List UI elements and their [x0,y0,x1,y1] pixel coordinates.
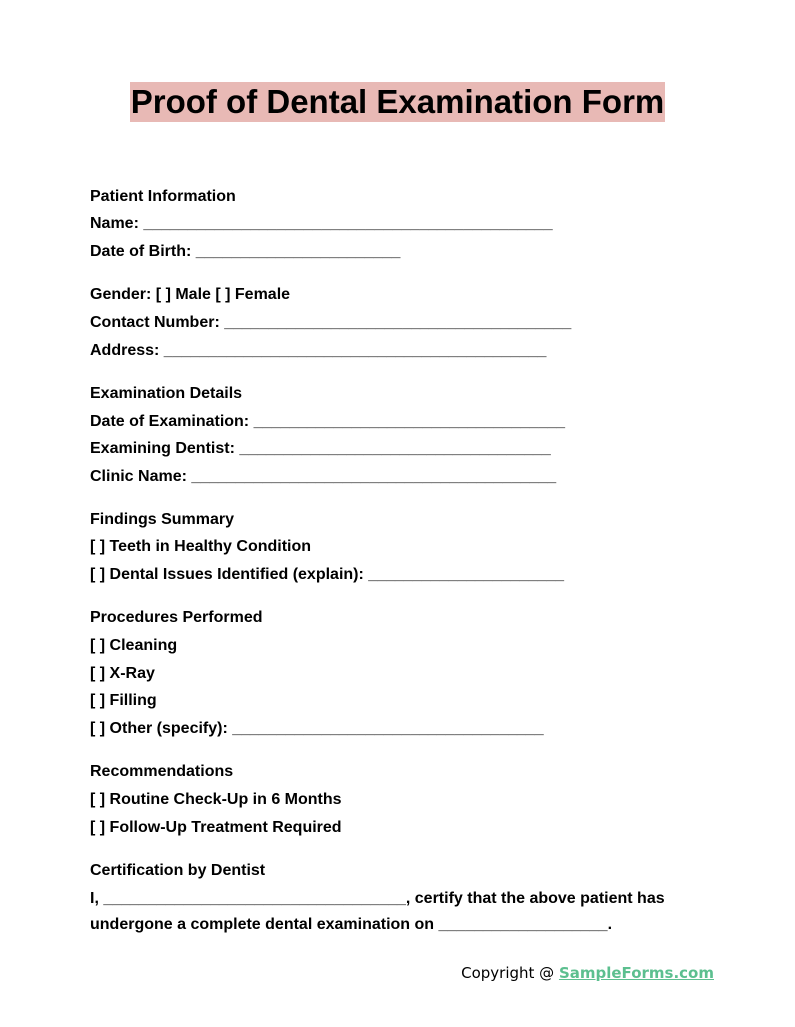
exam-details-heading: Examination Details [90,385,243,402]
checkup-checkbox[interactable]: [ ] Routine Check-Up in 6 Months [90,791,342,808]
gender-field[interactable]: Gender: [ ] Male [ ] Female [90,286,291,303]
findings-heading: Findings Summary [90,511,235,528]
sampleforms-link[interactable]: SampleForms.com [558,964,714,982]
clinic-name-field[interactable]: Clinic Name: _________________________________________ [90,468,557,485]
footer-copyright [461,964,714,982]
procedures-heading: Procedures Performed [90,609,263,626]
certification-statement-line1[interactable]: I, __________________________________, certify that the above patient has [90,890,665,907]
issues-checkbox[interactable]: [ ] Dental Issues Identified (explain): ______________________ [90,566,565,583]
followup-checkbox[interactable]: [ ] Follow-Up Treatment Required [90,819,342,836]
filling-checkbox[interactable]: [ ] Filling [90,692,157,709]
other-checkbox[interactable]: [ ] Other (specify): ___________________________________ [90,720,544,737]
patient-info-heading: Patient Information [90,188,236,205]
page-title: Proof of Dental Examination Form [130,83,665,120]
cleaning-checkbox[interactable]: [ ] Cleaning [90,637,178,654]
copyright-text: Copyright @ [461,964,559,982]
address-field[interactable]: Address: ___________________________________________ [90,342,547,359]
exam-date-field[interactable]: Date of Examination: ___________________________________ [90,413,566,430]
xray-checkbox[interactable]: [ ] X-Ray [90,665,155,682]
examining-dentist-field[interactable]: Examining Dentist: ___________________________________ [90,440,551,457]
certification-heading: Certification by Dentist [90,862,266,879]
healthy-checkbox[interactable]: [ ] Teeth in Healthy Condition [90,538,312,555]
recommendations-heading: Recommendations [90,763,234,780]
name-field[interactable]: Name: ______________________________________________ [90,215,553,232]
certification-statement-line2[interactable]: undergone a complete dental examination on ___________________. [90,916,613,933]
dob-field[interactable]: Date of Birth: _______________________ [90,243,401,260]
title-wrapper [0,82,795,122]
contact-number-field[interactable]: Contact Number: _______________________________________ [90,314,572,331]
